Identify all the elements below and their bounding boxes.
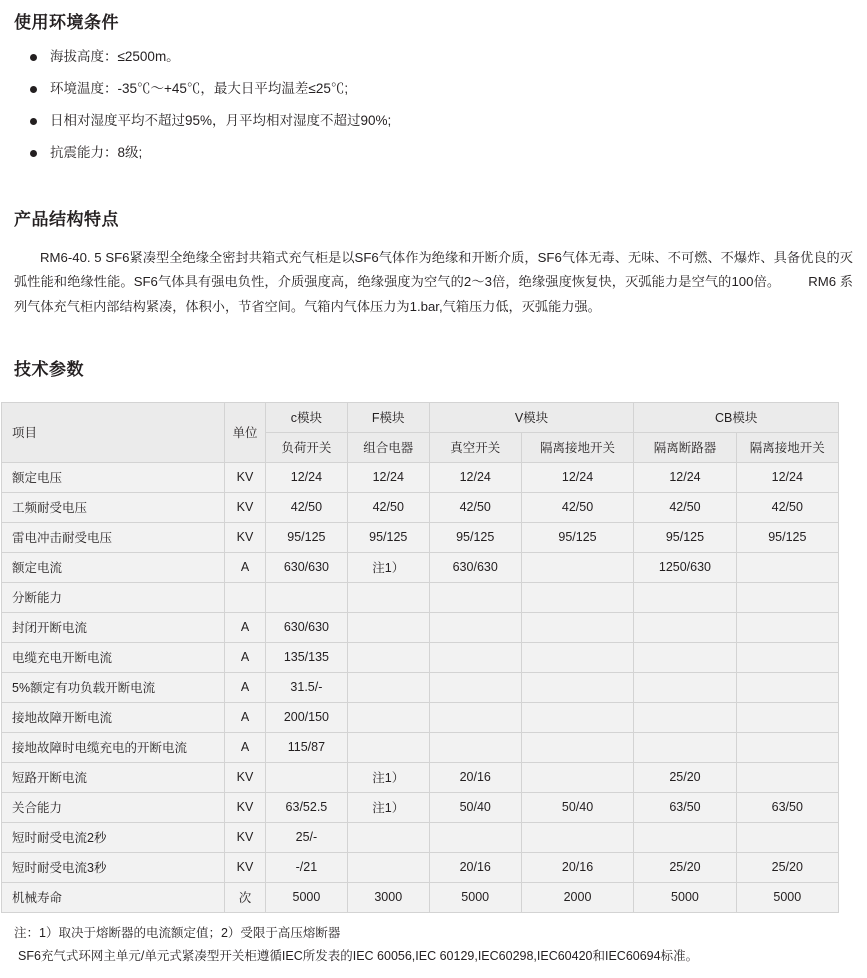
cell-cb2	[736, 762, 838, 792]
cell-v2	[521, 672, 634, 702]
row-unit: KV	[225, 792, 266, 822]
table-row	[2, 522, 839, 552]
cell-cb2	[736, 612, 838, 642]
cell-cb1: 1250/630	[634, 552, 736, 582]
cell-c: 63/52.5	[265, 792, 347, 822]
cell-f: 注1）	[347, 792, 429, 822]
row-unit: A	[225, 672, 266, 702]
cell-cb1	[634, 582, 736, 612]
cell-f: 95/125	[347, 522, 429, 552]
cell-v1	[429, 702, 521, 732]
cell-f	[347, 702, 429, 732]
header-module-c: c模块	[265, 402, 347, 432]
row-unit: KV	[225, 462, 266, 492]
row-label: 接地故障开断电流	[2, 702, 225, 732]
cell-f	[347, 852, 429, 882]
list-item: 抗震能力：8级;	[28, 143, 853, 164]
cell-c: -/21	[265, 852, 347, 882]
cell-v2	[521, 762, 634, 792]
cell-v2	[521, 612, 634, 642]
cell-v1	[429, 672, 521, 702]
cell-v1	[429, 822, 521, 852]
row-label: 关合能力	[2, 792, 225, 822]
cell-v1: 20/16	[429, 762, 521, 792]
cell-cb1: 42/50	[634, 492, 736, 522]
cell-cb2: 63/50	[736, 792, 838, 822]
list-item: 环境温度：-35℃～+45℃，最大日平均温差≤25℃;	[28, 79, 853, 100]
header-sub-combined: 组合电器	[347, 432, 429, 462]
table-row	[2, 672, 839, 702]
cell-cb1: 63/50	[634, 792, 736, 822]
table-row	[2, 792, 839, 822]
cell-c: 115/87	[265, 732, 347, 762]
spec-table-head	[2, 402, 839, 462]
table-row	[2, 462, 839, 492]
header-module-cb: CB模块	[634, 402, 839, 432]
cell-cb1: 95/125	[634, 522, 736, 552]
section-technical	[0, 319, 867, 380]
note-line-1: 注：1）取决于熔断器的电流额定值；2）受限于高压熔断器	[14, 925, 341, 940]
table-notes	[0, 913, 867, 968]
row-unit: A	[225, 552, 266, 582]
cell-v1: 50/40	[429, 792, 521, 822]
spec-table-body	[2, 462, 839, 912]
cell-v2: 20/16	[521, 852, 634, 882]
spec-table	[1, 402, 839, 913]
cell-f: 注1）	[347, 552, 429, 582]
cell-v2	[521, 702, 634, 732]
cell-f: 3000	[347, 882, 429, 912]
table-row	[2, 882, 839, 912]
cell-f	[347, 732, 429, 762]
row-unit: A	[225, 732, 266, 762]
table-row	[2, 492, 839, 522]
cell-c: 5000	[265, 882, 347, 912]
header-sub-isolation-earth-v: 隔离接地开关	[521, 432, 634, 462]
cell-f	[347, 642, 429, 672]
cell-v1	[429, 642, 521, 672]
cell-cb2	[736, 702, 838, 732]
cell-cb2: 5000	[736, 882, 838, 912]
cell-cb1	[634, 702, 736, 732]
list-item: 日相对湿度平均不超过95%，月平均相对湿度不超过90%;	[28, 111, 853, 132]
header-sub-isolation-breaker: 隔离断路器	[634, 432, 736, 462]
cell-v2	[521, 642, 634, 672]
row-label: 短路开断电流	[2, 762, 225, 792]
cell-c: 135/135	[265, 642, 347, 672]
cell-v1	[429, 612, 521, 642]
section-title-structure: 产品结构特点	[14, 209, 119, 229]
cell-f	[347, 672, 429, 702]
row-unit	[225, 582, 266, 612]
spec-table-wrapper	[0, 402, 867, 913]
cell-c: 630/630	[265, 552, 347, 582]
cell-cb2	[736, 552, 838, 582]
row-label: 封闭开断电流	[2, 612, 225, 642]
cell-v2	[521, 732, 634, 762]
cell-cb1: 12/24	[634, 462, 736, 492]
cell-cb1	[634, 642, 736, 672]
cell-cb1	[634, 612, 736, 642]
table-row	[2, 702, 839, 732]
header-module-v: V模块	[429, 402, 634, 432]
cell-c: 31.5/-	[265, 672, 347, 702]
row-unit: KV	[225, 762, 266, 792]
row-label: 额定电流	[2, 552, 225, 582]
cell-cb1: 25/20	[634, 762, 736, 792]
header-sub-vacuum: 真空开关	[429, 432, 521, 462]
table-header-row-top	[2, 402, 839, 432]
cell-v2	[521, 582, 634, 612]
cell-v1	[429, 732, 521, 762]
table-row	[2, 852, 839, 882]
cell-f: 12/24	[347, 462, 429, 492]
cell-cb2	[736, 642, 838, 672]
cell-cb1	[634, 732, 736, 762]
section-title-environment: 使用环境条件	[14, 13, 119, 32]
cell-c	[265, 762, 347, 792]
cell-c: 95/125	[265, 522, 347, 552]
row-label: 接地故障时电缆充电的开断电流	[2, 732, 225, 762]
row-unit: A	[225, 642, 266, 672]
cell-cb2: 25/20	[736, 852, 838, 882]
row-unit: A	[225, 702, 266, 732]
cell-c: 12/24	[265, 462, 347, 492]
row-label: 雷电冲击耐受电压	[2, 522, 225, 552]
row-label: 机械寿命	[2, 882, 225, 912]
row-label: 额定电压	[2, 462, 225, 492]
header-item: 项目	[2, 402, 225, 462]
row-unit: A	[225, 612, 266, 642]
cell-cb2: 12/24	[736, 462, 838, 492]
cell-c: 25/-	[265, 822, 347, 852]
cell-cb1: 25/20	[634, 852, 736, 882]
cell-f	[347, 612, 429, 642]
cell-f: 42/50	[347, 492, 429, 522]
table-row	[2, 642, 839, 672]
cell-f	[347, 822, 429, 852]
cell-v2	[521, 822, 634, 852]
cell-v2: 12/24	[521, 462, 634, 492]
row-label: 分断能力	[2, 582, 225, 612]
environment-bullet-list	[14, 47, 853, 164]
section-title-technical: 技术参数	[14, 359, 84, 379]
structure-paragraph-1: RM6-40. 5 SF6紧凑型全绝缘全密封共箱式充气柜是以SF6气体作为绝缘和开断介质，SF6气体无毒、无味、不可燃、不爆炸、具备优良的灭弧性能和绝缘性能。SF6气体具有强电负性，介质强度高，绝缘强度为空气的2～3倍，绝缘强度恢复快，灭弧能力是空气的100倍。	[14, 249, 853, 290]
cell-c: 42/50	[265, 492, 347, 522]
cell-f	[347, 582, 429, 612]
header-unit: 单位	[225, 402, 266, 462]
cell-c: 200/150	[265, 702, 347, 732]
cell-v2: 42/50	[521, 492, 634, 522]
row-label: 5%额定有功负载开断电流	[2, 672, 225, 702]
cell-v1: 42/50	[429, 492, 521, 522]
row-label: 短时耐受电流2秒	[2, 822, 225, 852]
cell-v2: 50/40	[521, 792, 634, 822]
header-sub-isolation-earth-cb: 隔离接地开关	[736, 432, 838, 462]
table-row	[2, 612, 839, 642]
structure-paragraph	[14, 246, 853, 319]
cell-v1: 630/630	[429, 552, 521, 582]
cell-cb2	[736, 822, 838, 852]
cell-c	[265, 582, 347, 612]
header-sub-load-switch: 负荷开关	[265, 432, 347, 462]
cell-v2	[521, 552, 634, 582]
table-row	[2, 552, 839, 582]
cell-v1	[429, 582, 521, 612]
structure-paragraph-2: RM6 系列气体充气柜内部结构紧凑，体积小，节省空间。气箱内气体压力为1.bar,气箱压力低，灭弧能力强。	[14, 274, 853, 314]
table-row	[2, 732, 839, 762]
cell-cb2	[736, 582, 838, 612]
list-item: 海拔高度：≤2500m。	[28, 47, 853, 68]
cell-v1: 12/24	[429, 462, 521, 492]
note-line-2: SF6充气式环网主单元/单元式紧凑型开关柜遵循IEC所发表的IEC 60056,IEC 60129,IEC60298,IEC60420和IEC60694标准。	[18, 949, 699, 964]
header-module-f: F模块	[347, 402, 429, 432]
cell-cb1	[634, 822, 736, 852]
cell-cb2: 95/125	[736, 522, 838, 552]
cell-v1: 5000	[429, 882, 521, 912]
row-unit: KV	[225, 492, 266, 522]
row-unit: 次	[225, 882, 266, 912]
table-row	[2, 582, 839, 612]
cell-cb2	[736, 672, 838, 702]
section-environment	[0, 0, 867, 164]
cell-f: 注1）	[347, 762, 429, 792]
cell-v2: 95/125	[521, 522, 634, 552]
table-row	[2, 822, 839, 852]
cell-v1: 95/125	[429, 522, 521, 552]
row-label: 短时耐受电流3秒	[2, 852, 225, 882]
row-unit: KV	[225, 522, 266, 552]
row-unit: KV	[225, 822, 266, 852]
cell-c: 630/630	[265, 612, 347, 642]
table-row	[2, 762, 839, 792]
cell-cb1: 5000	[634, 882, 736, 912]
cell-v1: 20/16	[429, 852, 521, 882]
cell-cb2: 42/50	[736, 492, 838, 522]
row-label: 电缆充电开断电流	[2, 642, 225, 672]
section-structure	[0, 175, 867, 319]
row-label: 工频耐受电压	[2, 492, 225, 522]
row-unit: KV	[225, 852, 266, 882]
cell-cb1	[634, 672, 736, 702]
cell-cb2	[736, 732, 838, 762]
cell-v2: 2000	[521, 882, 634, 912]
